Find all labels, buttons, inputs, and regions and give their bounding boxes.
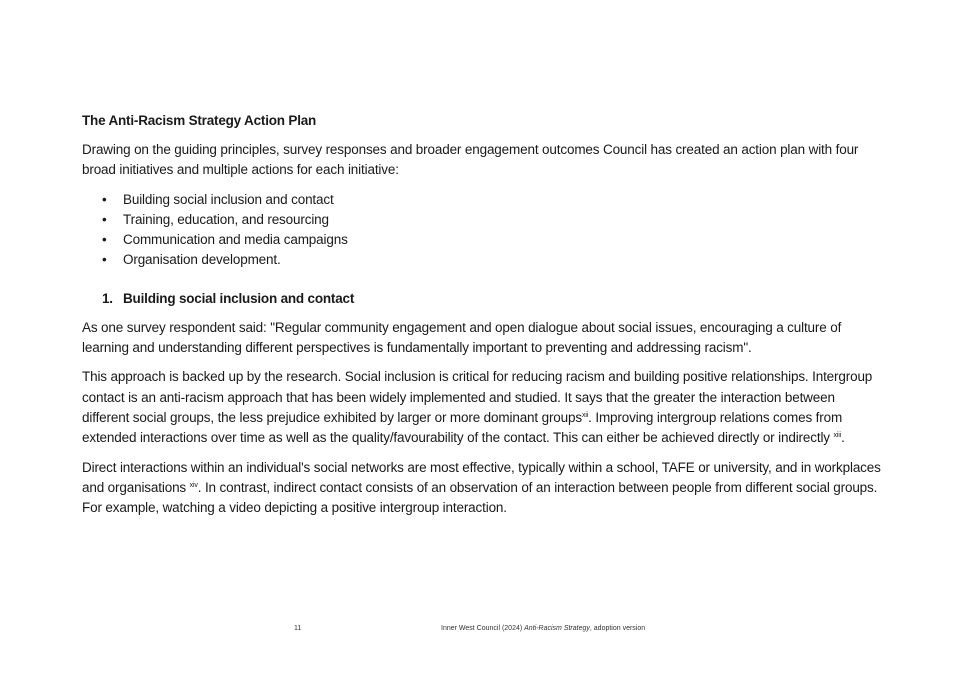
subsection-number: 1.: [102, 290, 113, 306]
endnote-ref[interactable]: xii: [581, 411, 589, 419]
list-item-text: Training, education, and resourcing: [123, 211, 329, 227]
direct-contact-paragraph: [82, 458, 882, 519]
citation-prefix: Inner West Council (2024): [441, 625, 525, 632]
page-number: 11: [294, 625, 302, 632]
bullet-icon: •: [102, 232, 107, 248]
quote-paragraph: As one survey respondent said: "Regular community engagement and open dialogue about social issues, encouraging a culture of learning and understanding different perspectives is fundamentally important to preventing and addressing racism".: [82, 319, 842, 356]
initiatives-list: [82, 190, 882, 271]
bullet-icon: •: [102, 191, 107, 207]
endnote-ref[interactable]: xiv: [189, 481, 198, 489]
list-item: [82, 230, 882, 250]
research-text-part1: This approach is backed up by the research. Social inclusion is critical for reducing racism and building positive relationships. Intergroup contact is an anti-racism approach that has been widely implemented and studied. It says that the greater the interaction between different social groups, the less prejudice exhibited by larger or more dominant groups: [82, 369, 873, 425]
research-paragraph: [82, 367, 882, 448]
endnote-ref[interactable]: xiii: [833, 432, 842, 440]
list-item: [82, 250, 882, 270]
footer-citation: [441, 625, 645, 632]
section-heading: The Anti-Racism Strategy Action Plan: [82, 113, 317, 128]
subsection-heading: [82, 290, 882, 308]
list-item-text: Building social inclusion and contact: [123, 191, 334, 207]
subsection-title: Building social inclusion and contact: [123, 290, 355, 306]
citation-title: Anti-Racism Strategy: [524, 625, 590, 632]
list-item-text: Communication and media campaigns: [123, 232, 348, 248]
research-text-part2: . Improving intergroup relations comes from extended interactions over time as well as the quality/favourability of the contact. This can either be achieved directly or indirectly: [82, 409, 843, 446]
bullet-icon: •: [102, 211, 107, 227]
citation-suffix: , adoption version: [589, 625, 646, 632]
research-text-part3: .: [841, 430, 845, 446]
list-item: [82, 210, 882, 230]
list-item: [82, 190, 882, 210]
document-page: [82, 112, 882, 527]
direct-text-part2: . In contrast, indirect contact consists of an observation of an interaction between people from different social groups. For example, watching a video depicting a positive intergroup interaction.: [82, 479, 878, 516]
list-item-text: Organisation development.: [123, 252, 281, 268]
intro-paragraph: Drawing on the guiding principles, survey responses and broader engagement outcomes Council has created an action plan with four broad initiatives and multiple actions for each initiative:: [82, 142, 859, 178]
bullet-icon: •: [102, 252, 107, 268]
direct-text-part1: Direct interactions within an individual's social networks are most effective, typically within a school, TAFE or university, and in workplaces and organisations: [82, 459, 881, 495]
